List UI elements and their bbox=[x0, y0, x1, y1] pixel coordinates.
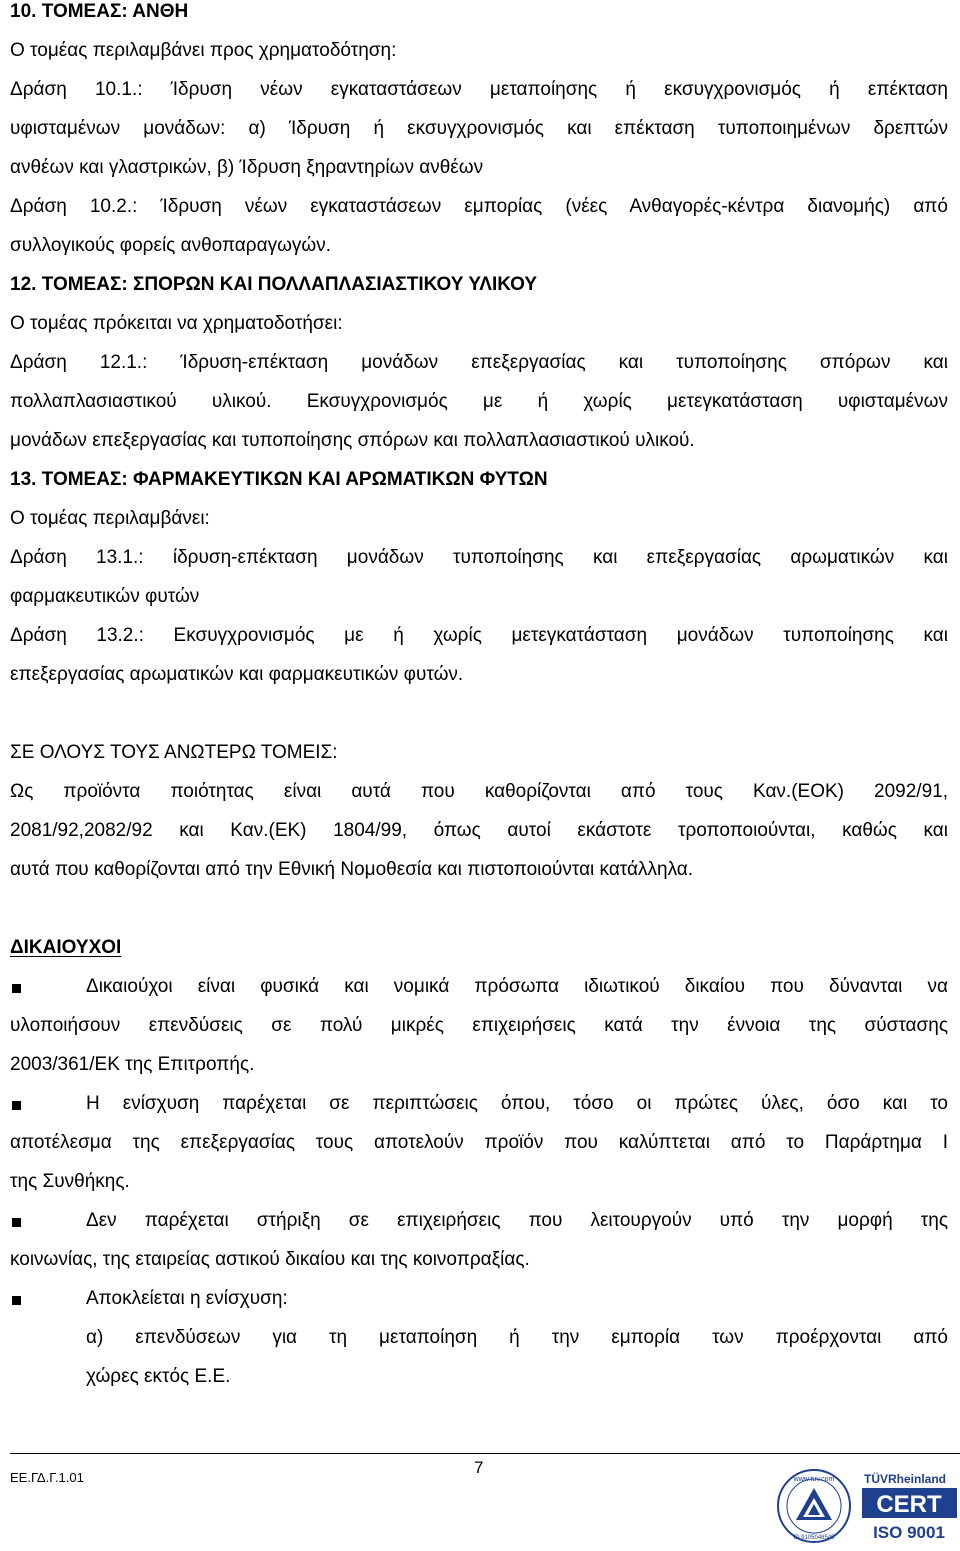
logo-website: www.tuv.com bbox=[793, 1476, 835, 1483]
footer-document-code: ΕΕ.ΓΔ.Γ.1.01 bbox=[10, 1470, 84, 1485]
section-12-heading: 12. ΤΟΜΕΑΣ: ΣΠΟΡΩΝ ΚΑΙ ΠΟΛΛΑΠΛΑΣΙΑΣΤΙΚΟΥ ΥΛΙΚΟΥ bbox=[10, 274, 538, 295]
action-10-1-line-2: υφισταμένων μονάδων: α) Ίδρυση ή εκσυγχρονισμός και επέκταση τυποποιημένων δρεπτών bbox=[10, 118, 948, 139]
logo-iso-text: ISO 9001 bbox=[873, 1523, 945, 1542]
bullet-square-icon bbox=[12, 1218, 21, 1227]
section-10-heading: 10. ΤΟΜΕΑΣ: ΑΝΘΗ bbox=[10, 1, 189, 22]
bullet-2-line-3: της Συνθήκης. bbox=[10, 1171, 130, 1192]
action-13-2-line-1: Δράση 13.2.: Εκσυγχρονισμός με ή χωρίς μετεγκατάσταση μονάδων τυποποίησης και bbox=[10, 625, 948, 646]
section-10-intro: Ο τομέας περιλαμβάνει προς χρηματοδότηση: bbox=[10, 40, 397, 61]
bullet-4-sub-line-1: α) επενδύσεων για τη μεταποίηση ή την εμπορία των προέρχονται από bbox=[86, 1327, 948, 1348]
action-12-1-line-2: πολλαπλασιαστικού υλικού. Εκσυγχρονισμός με ή χωρίς μετεγκατάσταση υφισταμένων bbox=[10, 391, 948, 412]
bullet-square-icon bbox=[12, 984, 21, 993]
page-number: 7 bbox=[474, 1458, 484, 1477]
all-sectors-heading: ΣΕ ΟΛΟΥΣ ΤΟΥΣ ΑΝΩΤΕΡΩ ΤΟΜΕΙΣ: bbox=[10, 742, 338, 763]
bullet-2-line-2: αποτέλεσμα της επεξεργασίας τους αποτελούν προϊόν που καλύπτεται από το Παράρτημα Ι bbox=[10, 1132, 948, 1153]
logo-brand: TÜVRheinland bbox=[864, 1472, 947, 1486]
bullet-1-line-1: Δικαιούχοι είναι φυσικά και νομικά πρόσωπα ιδιωτικού δικαίου που δύνανται να bbox=[86, 976, 948, 997]
footer-divider bbox=[10, 1453, 960, 1454]
section-13-intro: Ο τομέας περιλαμβάνει: bbox=[10, 508, 210, 529]
action-12-1-line-3: μονάδων επεξεργασίας και τυποποίησης σπόρων και πολλαπλασιαστικού υλικού. bbox=[10, 430, 695, 451]
bullet-4-sub-line-2: χώρες εκτός Ε.Ε. bbox=[86, 1366, 231, 1387]
action-10-2-line-1: Δράση 10.2.: Ίδρυση νέων εγκαταστάσεων εμπορίας (νέες Ανθαγορές-κέντρα διανομής) από bbox=[10, 196, 948, 217]
bullet-square-icon bbox=[12, 1101, 21, 1110]
action-10-1-line-1: Δράση 10.1.: Ίδρυση νέων εγκαταστάσεων μεταποίησης ή εκσυγχρονισμός ή επέκταση bbox=[10, 79, 948, 100]
all-sectors-line-2: 2081/92,2082/92 και Καν.(ΕΚ) 1804/99, όπως αυτοί εκάστοτε τροποποιούνται, καθώς και bbox=[10, 820, 948, 841]
action-10-1-line-3: ανθέων και γλαστρικών, β) Ίδρυση ξηραντηρίων ανθέων bbox=[10, 157, 484, 178]
all-sectors-line-1: Ως προϊόντα ποιότητας είναι αυτά που καθορίζονται από τους Καν.(ΕΟΚ) 2092/91, bbox=[10, 781, 948, 802]
action-13-1-line-2: φαρμακευτικών φυτών bbox=[10, 586, 200, 607]
logo-cert-text: CERT bbox=[876, 1491, 942, 1518]
logo-id: ID 9105048548 bbox=[793, 1535, 835, 1541]
section-13-heading: 13. ΤΟΜΕΑΣ: ΦΑΡΜΑΚΕΥΤΙΚΩΝ ΚΑΙ ΑΡΩΜΑΤΙΚΩΝ ΦΥΤΩΝ bbox=[10, 469, 548, 490]
action-13-1-line-1: Δράση 13.1.: ίδρυση-επέκταση μονάδων τυποποίησης και επεξεργασίας αρωματικών και bbox=[10, 547, 948, 568]
bullet-1-line-2: υλοποιήσουν επενδύσεις σε πολύ μικρές επιχειρήσεις κατά την έννοια της σύστασης bbox=[10, 1015, 948, 1036]
tuv-certification-logo bbox=[776, 1468, 959, 1546]
bullet-3-line-1: Δεν παρέχεται στήριξη σε επιχειρήσεις που λειτουργούν υπό την μορφή της bbox=[86, 1210, 948, 1231]
action-13-2-line-2: επεξεργασίας αρωματικών και φαρμακευτικών φυτών. bbox=[10, 664, 464, 685]
section-12-intro: Ο τομέας πρόκειται να χρηματοδοτήσει: bbox=[10, 313, 343, 334]
all-sectors-line-3: αυτά που καθορίζονται από την Εθνική Νομοθεσία και πιστοποιούνται κατάλληλα. bbox=[10, 859, 694, 880]
beneficiaries-heading: ΔΙΚΑΙΟΥΧΟΙ bbox=[10, 937, 122, 958]
bullet-3-line-2: κοινωνίας, της εταιρείας αστικού δικαίου και της κοινοπραξίας. bbox=[10, 1249, 530, 1270]
bullet-4-line-1: Αποκλείεται η ενίσχυση: bbox=[86, 1288, 288, 1309]
bullet-square-icon bbox=[12, 1296, 21, 1305]
bullet-2-line-1: Η ενίσχυση παρέχεται σε περιπτώσεις όπου, τόσο οι πρώτες ύλες, όσο και το bbox=[86, 1093, 948, 1114]
action-12-1-line-1: Δράση 12.1.: Ίδρυση-επέκταση μονάδων επεξεργασίας και τυποποίησης σπόρων και bbox=[10, 352, 948, 373]
bullet-1-line-3: 2003/361/ΕΚ της Επιτροπής. bbox=[10, 1054, 255, 1075]
action-10-2-line-2: συλλογικούς φορείς ανθοπαραγωγών. bbox=[10, 235, 332, 256]
